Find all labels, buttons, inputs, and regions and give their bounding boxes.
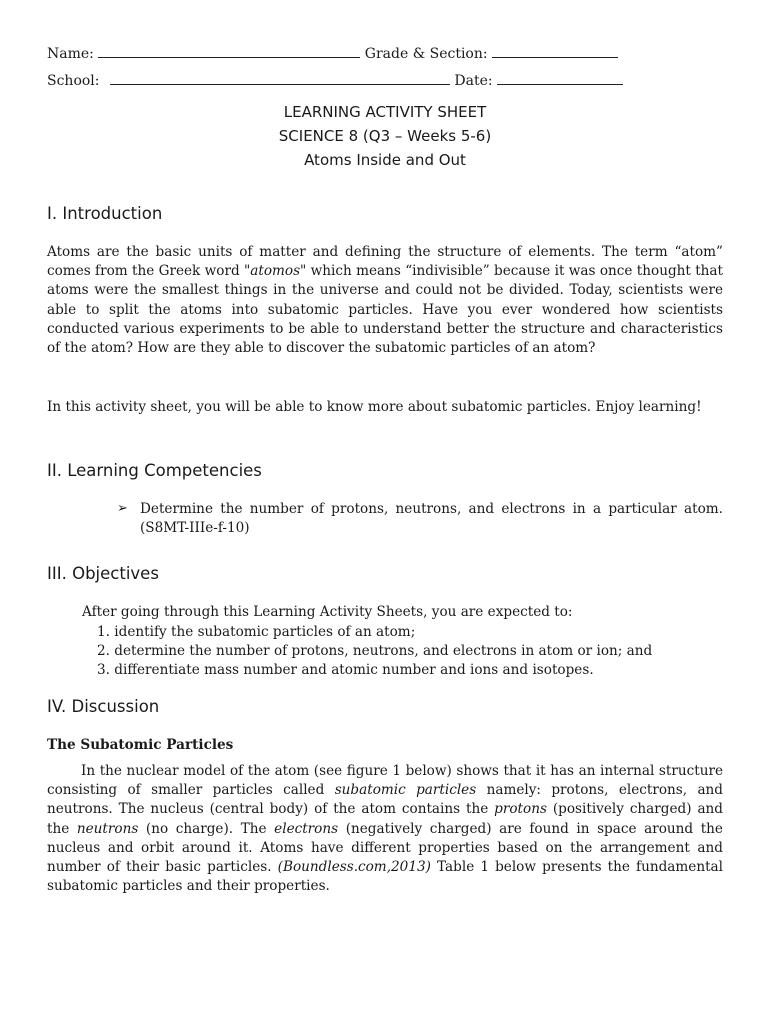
date-blank[interactable] bbox=[497, 71, 623, 85]
school-label: School: bbox=[47, 73, 100, 89]
name-label: Name: bbox=[47, 46, 94, 62]
subatomic-subheading: The Subatomic Particles bbox=[47, 737, 234, 753]
introduction-paragraph-1 bbox=[47, 243, 723, 358]
disc-citation: (Boundless.com,2013) bbox=[277, 859, 431, 876]
disc-text-k: Table 1 below presents the fundamental subatomic particles and their properties. bbox=[47, 859, 723, 895]
school-blank[interactable] bbox=[110, 71, 450, 85]
title-block bbox=[0, 100, 770, 172]
disc-text-a: In the nuclear model of the atom (see figure 1 below) shows that it has an internal structure consisting of smaller particles called bbox=[47, 763, 723, 799]
competencies-heading: II. Learning Competencies bbox=[47, 461, 262, 480]
subject-title: SCIENCE 8 (Q3 – Weeks 5-6) bbox=[278, 127, 492, 145]
introduction-paragraph-2: In this activity sheet, you will be able to know more about subatomic particles. Enjoy learning! bbox=[47, 399, 702, 415]
bullet-arrow-icon: ➢ bbox=[117, 501, 128, 516]
grade-section-label: Grade & Section: bbox=[364, 46, 488, 62]
disc-text-i: (negatively charged) are found in space around the nucleus and orbit around it. Atoms have different properties based on the arrangement and number of their basic particles. bbox=[47, 820, 723, 876]
header-row-1 bbox=[47, 44, 618, 62]
intro-text-a: Atoms are the basic units of matter and defining the structure of elements. The term “atom” comes from the Greek word " bbox=[47, 244, 723, 280]
grade-section-blank[interactable] bbox=[492, 44, 618, 58]
introduction-heading: I. Introduction bbox=[47, 204, 163, 223]
list-item: 2. determine the number of protons, neutrons, and electrons in atom or ion; and bbox=[97, 643, 653, 660]
disc-text-subatomic: subatomic particles bbox=[334, 782, 477, 799]
header-row-2 bbox=[47, 71, 623, 89]
objectives-list bbox=[97, 623, 652, 681]
name-blank[interactable] bbox=[98, 44, 360, 58]
lesson-title: Atoms Inside and Out bbox=[304, 151, 466, 169]
discussion-heading: IV. Discussion bbox=[47, 697, 160, 716]
list-item: 3. differentiate mass number and atomic number and ions and isotopes. bbox=[97, 662, 594, 679]
competency-item: Determine the number of protons, neutrons, and electrons in a particular atom. (S8MT-IIIe-f-10) bbox=[140, 501, 723, 537]
discussion-paragraph bbox=[47, 762, 723, 896]
disc-text-neutrons: neutrons bbox=[76, 820, 139, 837]
disc-text-electrons: electrons bbox=[274, 820, 339, 837]
intro-text-atomos: atomos" bbox=[250, 263, 307, 280]
objectives-intro: After going through this Learning Activity Sheets, you are expected to: bbox=[82, 604, 573, 620]
disc-text-e: (positively charged) and the bbox=[47, 801, 724, 837]
sheet-title: LEARNING ACTIVITY SHEET bbox=[283, 103, 487, 121]
list-item: 1. identify the subatomic particles of an atom; bbox=[97, 624, 416, 640]
objectives-heading: III. Objectives bbox=[47, 564, 159, 583]
date-label: Date: bbox=[454, 73, 493, 89]
disc-text-protons: protons bbox=[494, 801, 547, 818]
intro-text-c: which means “indivisible” because it was once thought that atoms were the smallest things in the universe and could not be divided. Today, scientists were able to split the atoms into subatomic particles. Have you ever wondered how scientists conducted various experiments to be able to understand better the structure and characteristics of the atom? How are they able to discover the subatomic particles of an atom? bbox=[47, 263, 723, 357]
disc-text-g: (no charge). The bbox=[138, 820, 275, 837]
disc-text-c: namely: protons, electrons, and neutrons. The nucleus (central body) of the atom contains the bbox=[47, 782, 724, 818]
